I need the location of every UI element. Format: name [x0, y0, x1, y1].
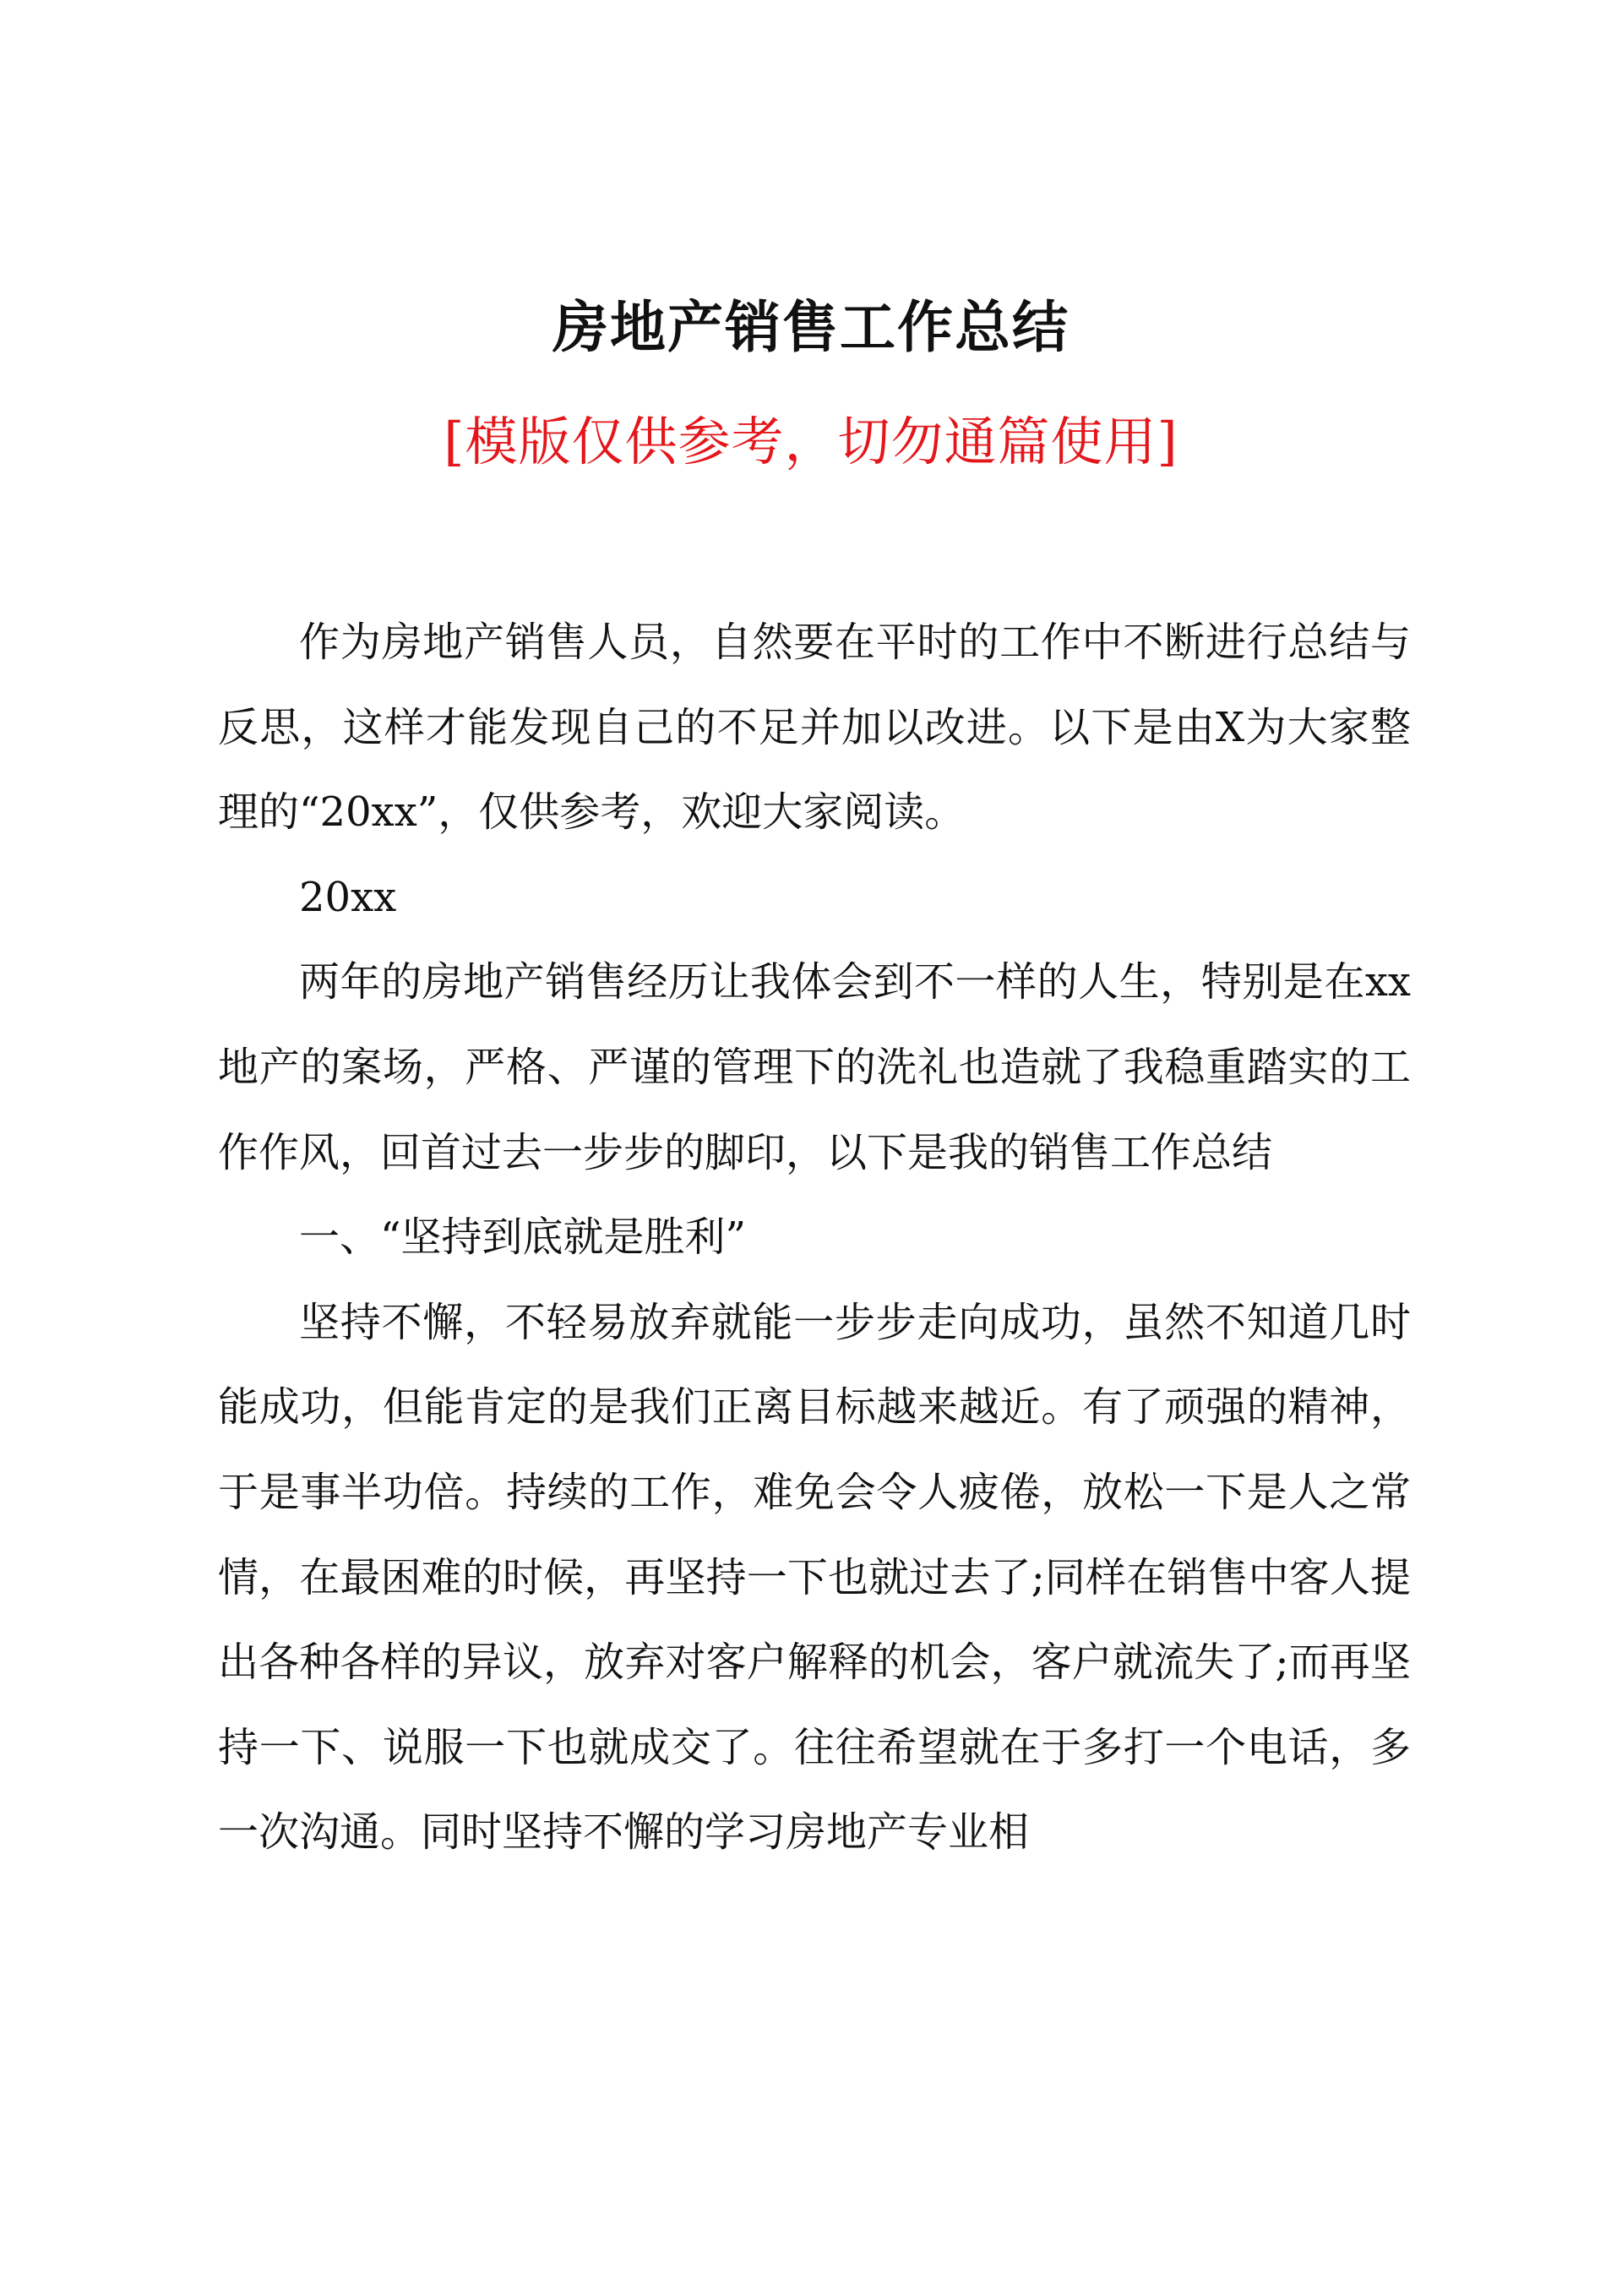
document-title: 房地产销售工作总结: [552, 294, 1070, 360]
section-heading-1: 一、“坚持到底就是胜利”: [299, 1213, 747, 1262]
paragraph-intro: 作为房地产销售人员，自然要在平时的工作中不断进行总结与反思，这样才能发现自己的不足并加以改进。以下是由X为大家整理的“20xx”，仅供参考，欢迎大家阅读。: [218, 619, 1411, 837]
template-notice: [模版仅供参考，切勿通篇使用]: [444, 411, 1178, 472]
paragraph-year: 20xx: [299, 873, 397, 921]
paragraph-persistence: 坚持不懈，不轻易放弃就能一步步走向成功，虽然不知道几时能成功，但能肯定的是我们正离目标越来越近。有了顽强的精神，于是事半功倍。持续的工作，难免会令人疲倦，放松一下是人之常情，在最困难的时候，再坚持一下也就过去了;同样在销售中客人提出各种各样的异议，放弃对客户解释的机会，客户就流失了;而再坚持一下、说服一下也就成交了。往往希望就在于多打一个电话，多一次沟通。同时坚持不懈的学习房地产专业相: [218, 1298, 1411, 1857]
document-body: [218, 600, 1411, 1875]
paragraph-experience: 两年的房地产销售经历让我体会到不一样的人生，特别是在xx地产的案场，严格、严谨的管理下的洗礼也造就了我稳重踏实的工作作风，回首过去一步步的脚印，以下是我的销售工作总结: [218, 958, 1411, 1176]
